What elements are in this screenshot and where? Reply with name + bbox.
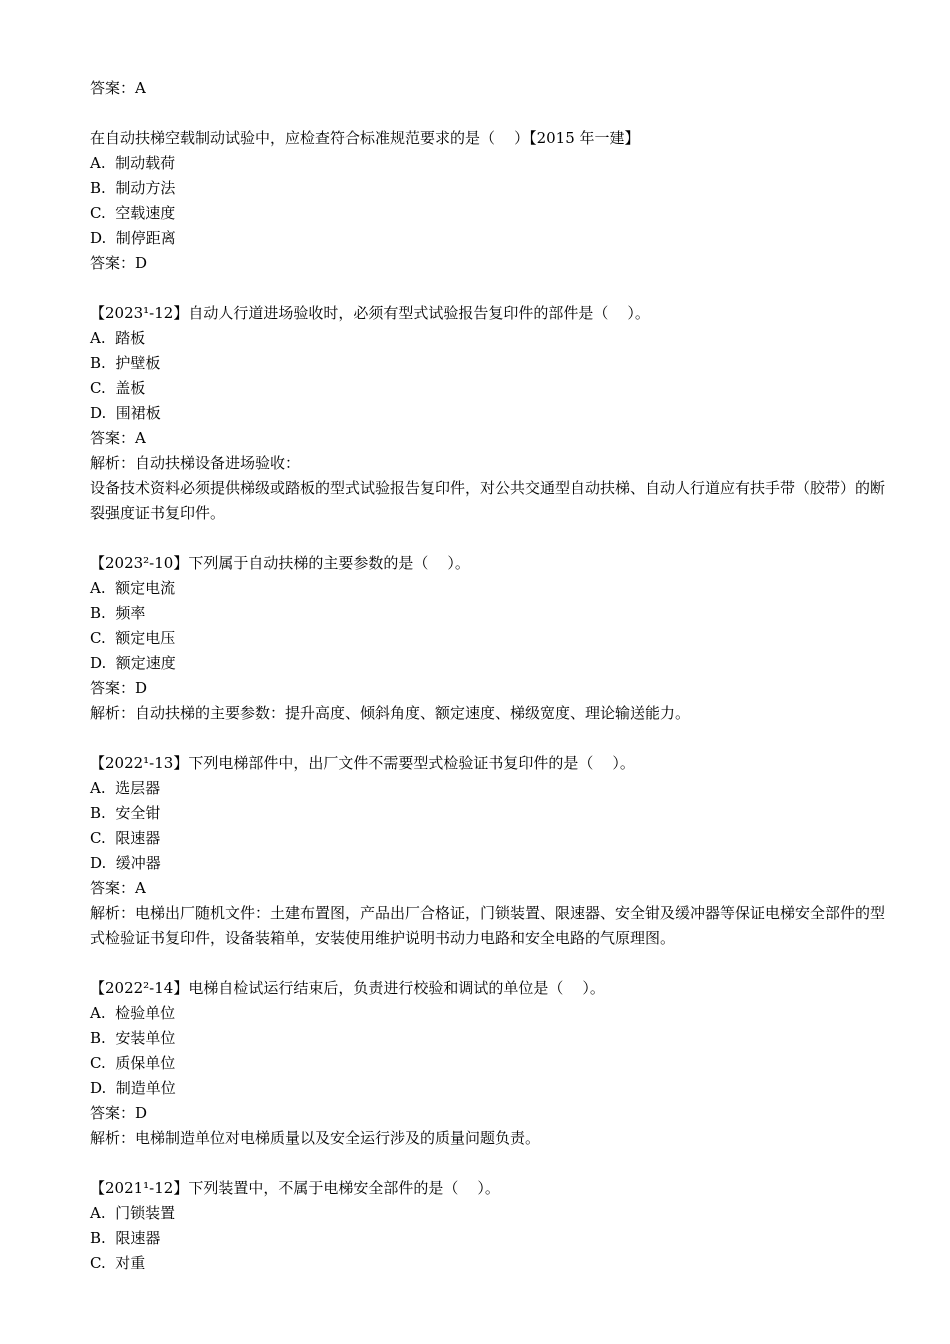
answer-option: C. 限速器 — [90, 829, 161, 847]
answer-option: B. 频率 — [90, 604, 146, 622]
question-stem: 【2021¹-12】下列装置中，不属于电梯安全部件的是（ ）。 — [90, 1179, 500, 1197]
answer-option: C. 对重 — [90, 1254, 146, 1272]
answer-key: 答案：A — [90, 879, 146, 897]
paragraph-gap — [90, 101, 890, 126]
document-page — [90, 76, 890, 1276]
answer-key: 答案：D — [90, 679, 148, 697]
analysis-text: 解析：自动扶梯设备进场验收： — [90, 454, 301, 472]
paragraph-gap — [90, 951, 890, 976]
answer-option: A. 检验单位 — [90, 1004, 176, 1022]
answer-option: C. 空载速度 — [90, 204, 176, 222]
answer-key: 答案：D — [90, 1104, 148, 1122]
answer-option: D. 额定速度 — [90, 654, 176, 672]
analysis-text: 设备技术资料必须提供梯级或踏板的型式试验报告复印件，对公共交通型自动扶梯、自动人行道应有扶手带（胶带）的断裂强度证书复印件。 — [90, 479, 886, 522]
paragraph-gap — [90, 726, 890, 751]
paragraph-gap — [90, 1151, 890, 1176]
analysis-text: 解析：电梯制造单位对电梯质量以及安全运行涉及的质量问题负责。 — [90, 1129, 541, 1147]
answer-option: A. 额定电流 — [90, 579, 176, 597]
question-block — [90, 751, 890, 951]
question-block — [90, 551, 890, 726]
answer-option: D. 制停距离 — [90, 229, 176, 247]
analysis-text: 解析：自动扶梯的主要参数：提升高度、倾斜角度、额定速度、梯级宽度、理论输送能力。 — [90, 704, 691, 722]
question-block — [90, 976, 890, 1151]
answer-option: B. 限速器 — [90, 1229, 161, 1247]
answer-option: A. 选层器 — [90, 779, 161, 797]
answer-option: B. 制动方法 — [90, 179, 176, 197]
answer-block — [90, 76, 890, 101]
answer-key: 答案：A — [90, 79, 146, 97]
question-block — [90, 1176, 890, 1276]
answer-option: D. 缓冲器 — [90, 854, 161, 872]
paragraph-gap — [90, 276, 890, 301]
question-stem: 【2023¹-12】自动人行道进场验收时，必须有型式试验报告复印件的部件是（ ）。 — [90, 304, 650, 322]
question-stem: 【2022²-14】电梯自检试运行结束后，负责进行校验和调试的单位是（ ）。 — [90, 979, 605, 997]
answer-option: C. 盖板 — [90, 379, 146, 397]
question-block — [90, 301, 890, 526]
question-block — [90, 126, 890, 276]
answer-option: B. 护壁板 — [90, 354, 161, 372]
answer-option: A. 门锁装置 — [90, 1204, 176, 1222]
answer-option: B. 安装单位 — [90, 1029, 176, 1047]
analysis-text: 解析：电梯出厂随机文件：土建布置图，产品出厂合格证，门锁装置、限速器、安全钳及缓冲器等保证电梯安全部件的型式检验证书复印件，设备装箱单，安装使用维护说明书动力电路和安全电路的气原理图。 — [90, 904, 886, 947]
answer-option: A. 制动载荷 — [90, 154, 176, 172]
paragraph-gap — [90, 526, 890, 551]
answer-key: 答案：D — [90, 254, 148, 272]
answer-option: C. 额定电压 — [90, 629, 176, 647]
question-stem: 在自动扶梯空载制动试验中，应检查符合标准规范要求的是（ ）【2015 年一建】 — [90, 129, 640, 147]
answer-option: D. 制造单位 — [90, 1079, 176, 1097]
answer-option: A. 踏板 — [90, 329, 146, 347]
answer-option: D. 围裙板 — [90, 404, 161, 422]
answer-option: C. 质保单位 — [90, 1054, 176, 1072]
question-stem: 【2023²-10】下列属于自动扶梯的主要参数的是（ ）。 — [90, 554, 470, 572]
answer-key: 答案：A — [90, 429, 146, 447]
answer-option: B. 安全钳 — [90, 804, 161, 822]
question-stem: 【2022¹-13】下列电梯部件中，出厂文件不需要型式检验证书复印件的是（ ）。 — [90, 754, 635, 772]
